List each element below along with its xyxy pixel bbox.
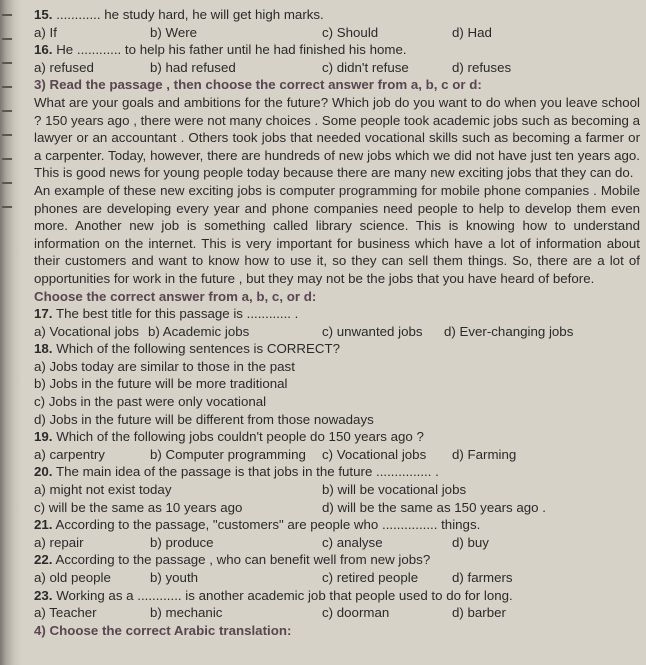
option-d[interactable]: d) farmers <box>452 570 513 585</box>
question-18: 18. Which of the following sentences is CORRECT? <box>34 341 340 357</box>
options-17 <box>34 323 640 341</box>
option-d[interactable]: d) Farming <box>452 446 517 462</box>
option-c[interactable]: c) didn't refuse <box>322 59 409 75</box>
option-a[interactable]: a) carpentry <box>34 446 105 462</box>
options-22 <box>34 569 640 587</box>
option-a[interactable]: a) If <box>34 24 57 40</box>
option-a[interactable]: a) might not exist today <box>34 482 172 498</box>
options-20b <box>34 499 640 517</box>
option-b[interactable]: b) mechanic <box>150 605 223 621</box>
option-d[interactable]: d) Had <box>452 24 492 40</box>
question-stem: The main idea of the passage is that jobs in the future ............... . <box>55 464 439 480</box>
question-19: 19. Which of the following jobs couldn't people do 150 years ago ? <box>34 429 424 445</box>
option-a[interactable]: a) old people <box>34 570 111 585</box>
question-20: 20. The main idea of the passage is that jobs in the future ............... . <box>34 464 439 480</box>
option-d[interactable]: d) buy <box>452 534 489 550</box>
question-16: 16. He ............ to help his father until he had finished his home. <box>34 42 407 58</box>
question-stem: Which of the following sentences is CORRECT? <box>56 341 340 357</box>
option-b[interactable]: b) will be vocational jobs <box>322 482 467 498</box>
options-15 <box>34 24 640 42</box>
option-a[interactable]: a) Jobs today are similar to those in the past <box>34 358 295 374</box>
options-16 <box>34 59 640 77</box>
options-23 <box>34 604 640 622</box>
choose-heading: Choose the correct answer from a, b, c, or d: <box>34 288 317 304</box>
option-c[interactable]: c) retired people <box>322 570 419 585</box>
question-stem: Working as a ............ is another academic job that people used to do for long. <box>56 587 513 603</box>
question-17: 17. The best title for this passage is ............ . <box>34 306 299 322</box>
option-d[interactable]: d) Ever-changing jobs <box>444 323 574 339</box>
option-b[interactable]: b) Academic jobs <box>148 323 250 339</box>
question-22: 22. According to the passage , who can benefit well from new jobs? <box>34 552 431 568</box>
question-23: 23. Working as a ............ is another academic job that people used to do for long. <box>34 587 513 603</box>
option-d[interactable]: d) Jobs in the future will be different from those nowadays <box>34 411 374 427</box>
question-stem: He ............ to help his father until he had finished his home. <box>56 42 407 58</box>
option-d[interactable]: d) will be the same as 150 years ago . <box>322 499 546 515</box>
option-a[interactable]: a) Vocational jobs <box>34 323 139 339</box>
option-d[interactable]: d) barber <box>452 605 506 621</box>
option-c[interactable]: c) analyse <box>322 534 383 550</box>
option-b[interactable]: b) Computer programming <box>150 446 306 462</box>
option-c[interactable]: c) Jobs in the past were only vocational <box>34 394 267 410</box>
question-stem: Which of the following jobs couldn't people do 150 years ago ? <box>56 429 424 445</box>
section-4-heading: 4) Choose the correct Arabic translation: <box>34 622 292 638</box>
book-binding <box>0 0 22 665</box>
option-b[interactable]: b) produce <box>150 534 214 550</box>
option-a[interactable]: a) repair <box>34 534 84 550</box>
option-c[interactable]: c) unwanted jobs <box>322 323 423 339</box>
option-c[interactable]: c) Should <box>322 24 379 40</box>
options-21 <box>34 534 640 552</box>
option-c[interactable]: c) will be the same as 10 years ago <box>34 499 243 515</box>
question-15: 15. ............ he study hard, he will get high marks. <box>34 7 324 22</box>
option-d[interactable]: d) refuses <box>452 59 512 75</box>
option-b[interactable]: b) Jobs in the future will be more traditional <box>34 376 288 392</box>
worksheet-page <box>34 6 640 639</box>
option-b[interactable]: b) Were <box>150 24 198 40</box>
option-a[interactable]: a) Teacher <box>34 605 97 621</box>
question-stem: The best title for this passage is ............ . <box>55 306 299 322</box>
option-a[interactable]: a) refused <box>34 59 94 75</box>
question-21: 21. According to the passage, "customers" are people who ............... things. <box>34 517 481 533</box>
section-3-heading: 3) Read the passage , then choose the correct answer from a, b, c or d: <box>34 77 482 93</box>
passage-paragraph-1: What are your goals and ambitions for the future? Which job do you want to do when you leave school ? 150 years ago , there were not many choices . Some people took academic jobs such as becoming a lawyer or an accountant . Others took jobs that needed vocational skills such as becoming a farmer or a carpenter. Today, however, there are hundreds of new jobs which we did not have just ten years ago. This is good news for young people today because there are many new exciting jobs that they can do. <box>34 94 640 181</box>
option-c[interactable]: c) doorman <box>322 605 390 621</box>
question-stem: According to the passage , who can benefit well from new jobs? <box>55 552 431 568</box>
options-19 <box>34 446 640 464</box>
question-stem: ............ he study hard, he will get high marks. <box>56 7 324 22</box>
question-stem: According to the passage, "customers" are people who ............... things. <box>55 517 481 533</box>
option-c[interactable]: c) Vocational jobs <box>322 446 427 462</box>
passage-paragraph-2: An example of these new exciting jobs is computer programming for mobile phone companies . Mobile phones are developing every year and phone companies need people to help to develop them even more. Another new job is something called library science. This is knowing how to understand information on the internet. This is very important for business which have a lot of information about their customers and want to know how to use it, so they can sell them things. So, there are a lot of opportunities for work in the future , but they may not be the jobs that you have heard of before. <box>34 182 640 286</box>
options-20a <box>34 481 640 499</box>
option-b[interactable]: b) youth <box>150 570 199 585</box>
option-b[interactable]: b) had refused <box>150 59 236 75</box>
